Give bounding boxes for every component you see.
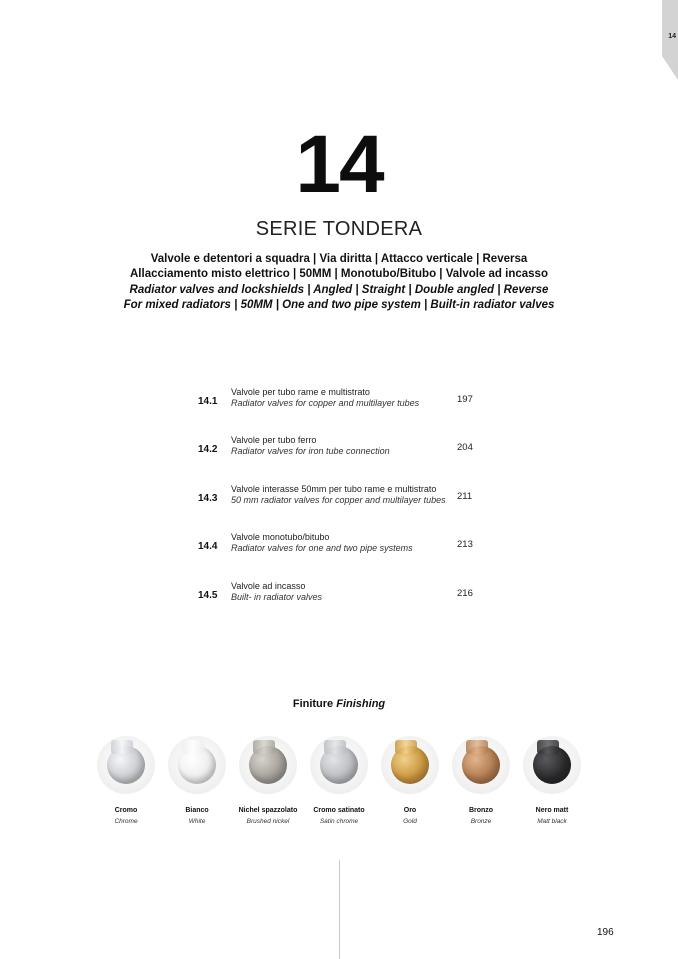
chapter-tab-number: 14 [668,33,676,40]
finish-swatch[interactable] [446,736,516,836]
finish-name-it: Oro [403,807,417,814]
finishing-title-it: Finiture [292,698,334,710]
series-title: SERIE TONDERA [255,218,423,240]
toc-title-en: Built- in radiator valves [231,592,323,602]
finish-name-en: Satin chrome [319,818,359,825]
page-number: 196 [597,927,614,938]
toc-title-it: Valvole per tubo rame e multistrato [231,387,370,397]
finish-swatch[interactable] [91,736,161,836]
knob-image [523,736,581,794]
finishing-title-en: Finishing [336,698,386,710]
finish-name-it: Cromo [114,807,138,814]
toc-entry[interactable] [0,387,678,417]
finish-swatch[interactable] [375,736,445,836]
subtitle-it-1: Valvole e detentori a squadra | Via diritta | Attacco verticale | Reversa [150,253,528,265]
subtitle-en-2: For mixed radiators | 50MM | One and two pipe system | Built-in radiator valves [123,299,555,311]
toc-number: 14.3 [198,493,218,504]
chapter-number: 14 [295,119,383,210]
toc-page: 204 [457,442,473,453]
toc-title-en: Radiator valves for iron tube connection [231,446,390,456]
finishing-title [0,698,678,710]
toc-number: 14.5 [198,590,218,601]
toc-title-en: Radiator valves for copper and multilayer tubes [231,398,420,408]
toc-title-en: Radiator valves for one and two pipe systems [231,543,413,553]
toc-page: 197 [457,394,473,405]
toc-title-it: Valvole per tubo ferro [231,435,317,445]
toc-entry[interactable] [0,435,678,465]
finish-name-it: Nero matt [535,807,569,814]
knob-image [381,736,439,794]
toc-page: 211 [457,491,473,502]
toc-number: 14.4 [198,541,218,552]
toc-entry[interactable] [0,484,678,514]
finish-swatch[interactable] [304,736,374,836]
finish-name-en: Gold [403,818,417,825]
finish-swatch[interactable] [233,736,303,836]
finish-swatch[interactable] [517,736,587,836]
knob-image [168,736,226,794]
toc-page: 213 [457,539,473,550]
finish-name-it: Bronzo [468,807,494,814]
toc-number: 14.2 [198,444,218,455]
finish-name-it: Cromo satinato [313,807,365,814]
toc-title-en: 50 mm radiator valves for copper and multilayer tubes [231,495,446,505]
toc-entry[interactable] [0,532,678,562]
vertical-divider [339,860,340,959]
finish-name-en: Chrome [114,818,138,825]
toc-page: 216 [457,588,473,599]
subtitle-en-1: Radiator valves and lockshields | Angled | Straight | Double angled | Reverse [129,284,549,296]
finish-name-it: Bianco [185,807,209,814]
subtitle-it-2: Allacciamento misto elettrico | 50MM | Monotubo/Bitubo | Valvole ad incasso [130,268,548,280]
finish-swatch[interactable] [162,736,232,836]
toc-title-it: Valvole ad incasso [231,581,306,591]
knob-image [97,736,155,794]
toc-number: 14.1 [198,396,218,407]
finish-name-en: Bronze [470,818,492,825]
knob-image [239,736,297,794]
toc-entry[interactable] [0,581,678,611]
finish-name-en: White [188,818,206,825]
chapter-tab [662,0,678,80]
finish-name-en: Brushed nickel [246,818,290,825]
toc-title-it: Valvole interasse 50mm per tubo rame e multistrato [231,484,437,494]
finish-name-it: Nichel spazzolato [238,807,298,814]
finish-name-en: Matt black [537,818,567,825]
toc-title-it: Valvole monotubo/bitubo [231,532,330,542]
knob-image [310,736,368,794]
knob-image [452,736,510,794]
